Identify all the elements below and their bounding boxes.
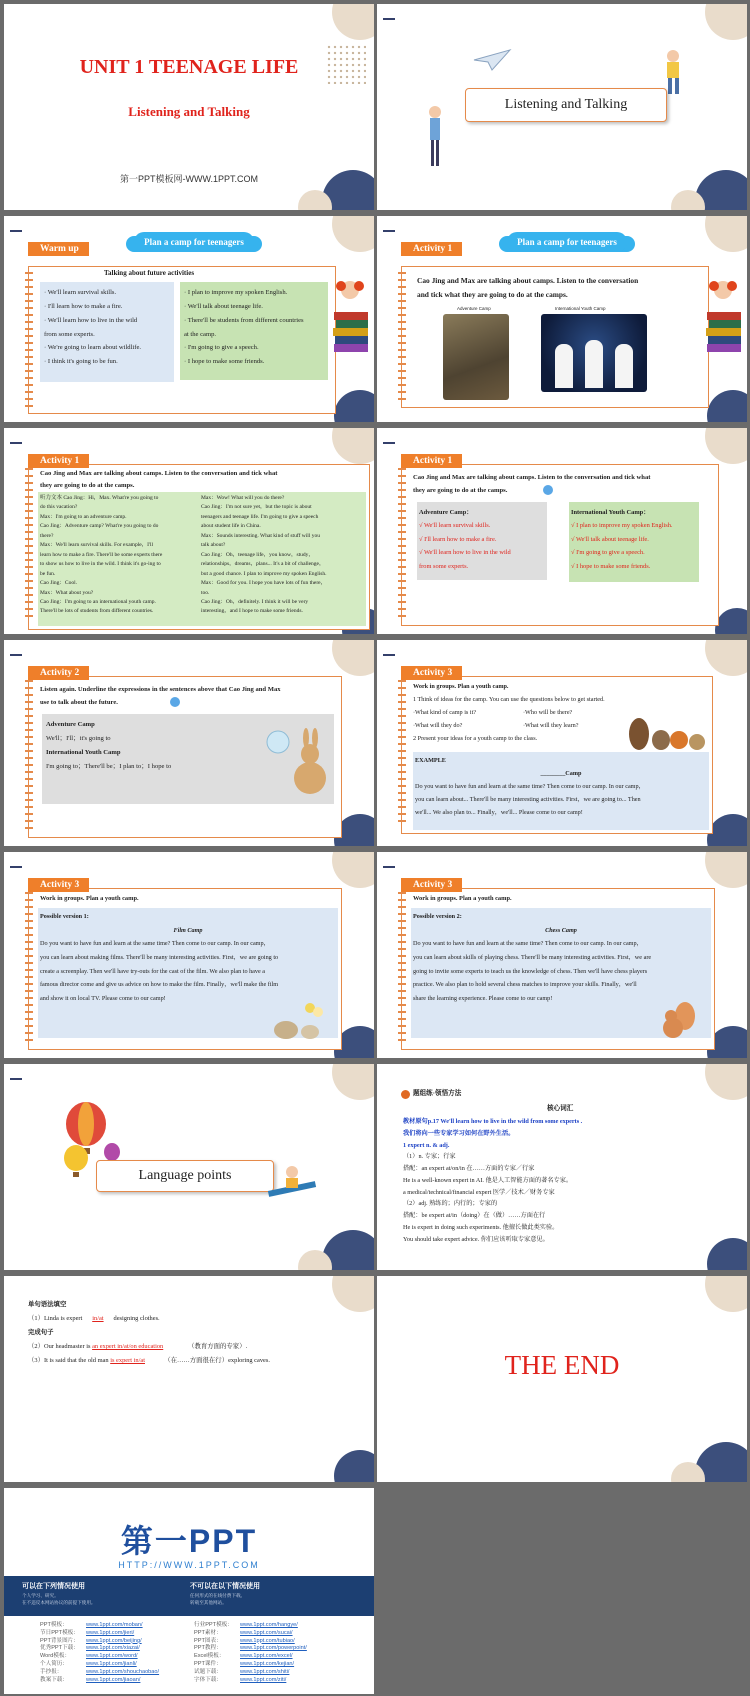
transcript-line: Max：What about you? (40, 589, 94, 596)
transcript-line: do this vacation? (40, 504, 78, 511)
version-line: you can learn about skills of playing chess. There'll be many interesting activities. First，we are (413, 953, 652, 961)
credit-text: 第一PPT模板网-WWW.1PPT.COM (120, 174, 258, 184)
spiral-binding (398, 468, 406, 618)
link-row (194, 1630, 307, 1638)
link-url[interactable]: www.1ppt.com/jiaoan/ (86, 1676, 141, 1683)
cannot-use-list (190, 1592, 245, 1607)
transcript-line: Cao Jing：Oh，definitely. I think it will be very (201, 598, 309, 605)
exercise-heading: 单句语法填空 (28, 1301, 67, 1308)
usage-line: 任何形式的在线付费下载。 (190, 1593, 246, 1598)
exercise-item (28, 1312, 348, 1326)
transcript-line: Cao Jing：I'm not sure yet，but the topic is about (201, 504, 312, 511)
spiral-binding (25, 272, 33, 408)
link-label: PPT背景图片： (40, 1637, 79, 1644)
list-item: from some experts. (419, 562, 469, 570)
decor-circle (705, 216, 747, 252)
link-label: 字体下载： (194, 1676, 222, 1683)
link-url[interactable]: www.1ppt.com/excel/ (240, 1653, 293, 1660)
source-sentence: 教材原句p.17 We'll learn how to live in the wild from some experts . (403, 1118, 583, 1125)
section-title: Listening and Talking (465, 88, 667, 122)
list-item: · I think it's going to be fun. (44, 358, 118, 366)
transcript-line: Cao Jing：Oh，teenage life，you know，study， (201, 551, 314, 558)
instructions (40, 684, 281, 710)
list-item: √ We'll talk about teenage life. (571, 535, 649, 543)
corner-mark (383, 442, 395, 444)
usage-banner (4, 1576, 374, 1616)
corner-mark (10, 442, 22, 444)
example-text (415, 754, 707, 819)
section-tag: Activity 3 (401, 878, 462, 892)
corner-mark (383, 230, 395, 232)
transcript-line: but a good chance. I plan to improve my spoken English. (201, 570, 327, 577)
link-url[interactable]: www.1ppt.com/jianli/ (86, 1661, 137, 1668)
section-head: 题组练·领悟方法 (413, 1090, 462, 1097)
decor-circle (705, 428, 747, 464)
transcript-line: talk about? (201, 542, 226, 549)
task-line: 2 Present your ideas for a youth camp to the class. (413, 735, 538, 743)
cloud-banner: Plan a camp for teenagers (507, 232, 627, 252)
list-item: · There'll be students from different countries (184, 316, 304, 324)
transcript-line: too. (201, 589, 210, 596)
question: ·What kind of camp is it? (413, 709, 477, 717)
transcript-line: Cao Jing：Cool. (40, 580, 77, 587)
link-url[interactable]: www.1ppt.com/tubiao/ (240, 1637, 295, 1644)
instructions (417, 274, 638, 302)
usage-line: 个人学习、研究。 (22, 1593, 59, 1598)
link-url[interactable]: www.1ppt.com/hangye/ (240, 1622, 298, 1628)
slide-activity1-intro[interactable] (377, 216, 747, 422)
slide-activity3-version2[interactable] (377, 852, 747, 1058)
girl-figure-icon (423, 104, 447, 174)
example: You should take expert advice. 你们应该听取专家意见。 (403, 1235, 549, 1243)
can-use-heading: 可以在下列情况使用 (22, 1583, 85, 1590)
spiral-binding (25, 468, 33, 622)
slide-exercises[interactable] (4, 1276, 374, 1482)
answer-blank: is expert in/at (110, 1357, 145, 1365)
link-url[interactable]: www.1ppt.com/jieri/ (86, 1629, 135, 1636)
link-label: PPT图表： (194, 1637, 222, 1644)
question-text: （2）Our headmaster is (28, 1343, 93, 1351)
instruction-line: and tick what they are going to do at the camps. (417, 290, 568, 300)
decor-circle (707, 390, 747, 422)
version-text (413, 910, 709, 1005)
version-text (40, 910, 336, 1005)
spiral-binding (25, 680, 33, 830)
transcript-line: there? (40, 532, 54, 539)
right-list (184, 286, 329, 369)
version-line: going to invite some experts to teach us the knowledge of chess. Then we'll have chess players (413, 967, 648, 975)
list-item: at the camp. (184, 330, 217, 338)
link-url[interactable]: www.1ppt.com/ziti/ (240, 1676, 287, 1683)
link-row (194, 1669, 307, 1677)
list-item: √ I hope to make some friends. (571, 562, 651, 570)
decor-circle (705, 1064, 747, 1100)
transcript-line: interesting，and I hope to make some friends. (201, 608, 303, 615)
source-translation: 我们将向一些专家学习如何在野外生活。 (403, 1129, 515, 1137)
corner-mark (10, 230, 22, 232)
list-item: · We'll talk about teenage life. (184, 302, 263, 310)
list-item: from some experts. (44, 330, 95, 338)
can-use-list (22, 1592, 96, 1607)
slide-activity2[interactable] (4, 640, 374, 846)
link-url[interactable]: www.1ppt.com/shiti/ (240, 1668, 290, 1675)
corner-mark (10, 654, 22, 656)
transcript-line: Max：I'm going to an adventure camp. (40, 513, 127, 520)
transcript-line: to show us how to live in the wild. I think it's go-ing to (40, 561, 161, 568)
decor-circle (705, 4, 747, 40)
instructions (40, 468, 277, 492)
decor-circle (334, 1450, 374, 1482)
transcript-right (201, 494, 366, 617)
youth-list (571, 506, 699, 573)
link-url[interactable]: www.1ppt.com/sucai/ (240, 1629, 293, 1636)
exercise-item (28, 1340, 348, 1354)
slide-activity3-version1[interactable] (4, 852, 374, 1058)
version-line: create a screenplay. Then we'll have try-outs for the cast of the film. We also plan to have a (40, 967, 266, 975)
exercise-block (28, 1298, 348, 1368)
list-item: √ I plan to improve my spoken English. (571, 522, 673, 530)
list-item: · We'll learn how to live in the wild (44, 316, 138, 324)
corner-mark (10, 1078, 22, 1080)
question-text: （在……方面很在行）exploring caves. (164, 1357, 270, 1365)
panel-heading: Adventure Camp： (419, 509, 473, 516)
link-label: 节日PPT模板： (40, 1629, 79, 1636)
transcript-line: Max：We'll learn survival skills. For example，I'll (40, 542, 154, 549)
slide-activity3-task[interactable] (377, 640, 747, 846)
left-list (44, 286, 174, 369)
slide-activity1-transcript[interactable] (4, 428, 374, 634)
task-line: 1 Think of ideas for the camp. You can use the questions below to get started. (413, 696, 605, 704)
corner-mark (383, 654, 395, 656)
question: ·Who will be there? (523, 709, 573, 717)
definition: （1）n. 专家；行家 (403, 1153, 456, 1161)
girl-with-books-icon (330, 278, 370, 358)
vocab-notes (403, 1116, 703, 1246)
usage-line: 在不违反本网站协议的前提下使用。 (22, 1600, 96, 1606)
slide-language-points[interactable] (4, 1064, 374, 1270)
question-text: （教育方面的专家）. (188, 1343, 248, 1351)
decor-circle (707, 1238, 747, 1270)
section-tag: Activity 1 (401, 242, 462, 256)
unit-title: UNIT 1 TEENAGE LIFE (79, 56, 299, 78)
instruction-line: Cao Jing and Max are talking about camps. Listen to the conversation and tick what (413, 474, 651, 481)
example: He is expert in doing such experiments. 他擅长做此类实验。 (403, 1224, 559, 1232)
slide-credits[interactable] (4, 1488, 374, 1694)
spiral-binding (398, 272, 406, 402)
version-line: Do you want to have fun and learn at the same time? Then come to our camp. In our camp， (40, 940, 270, 948)
section-tag: Activity 3 (28, 878, 89, 892)
task-line: Work in groups. Plan a youth camp. (413, 895, 512, 902)
example-label: EXAMPLE (415, 757, 446, 764)
section-tag: Activity 1 (401, 454, 462, 468)
transcript-line: be fun. (40, 570, 56, 577)
link-label: PPT模板： (40, 1622, 68, 1628)
bullet-icon (401, 1090, 410, 1099)
spiral-binding (398, 892, 406, 1042)
collocation: 搭配：be expert at/in（doing）在（做）……方面在行 (403, 1212, 546, 1220)
link-url[interactable]: www.1ppt.com/xiazai/ (86, 1645, 140, 1652)
instruction-line: Cao Jing and Max are talking about camps. Listen to the conversation (417, 276, 639, 285)
decor-circle (332, 1064, 374, 1100)
section-tag: Activity 3 (401, 666, 462, 680)
link-url[interactable]: www.1ppt.com/kejian/ (240, 1661, 295, 1668)
slide-the-end[interactable] (377, 1276, 747, 1482)
adventure-camp-photo (443, 314, 509, 400)
slide-section-listening[interactable] (377, 4, 747, 210)
version-line: you can learn about making films. There'll be many interesting activities. First，we are going to (40, 953, 279, 961)
photo-caption: International Youth Camp (555, 306, 606, 311)
link-row (40, 1622, 159, 1630)
adventure-list (419, 506, 547, 573)
link-row (194, 1622, 307, 1630)
link-list-right (194, 1622, 307, 1685)
version-line: practice. We also plan to hold several chess matches to improve your skills. Finally，we'll (413, 981, 637, 989)
list-item: · I hope to make some friends. (184, 358, 265, 366)
link-label: 手抄报： (40, 1668, 63, 1675)
link-label: 个人简历： (40, 1661, 68, 1668)
transcript-line: Cao Jing：Adventure camp? What're you going to do (40, 523, 159, 530)
link-label: 试题下载： (194, 1668, 222, 1675)
list-item: · We'll learn survival skills. (44, 289, 117, 296)
link-url[interactable]: www.1ppt.com/moban/ (86, 1622, 143, 1628)
instructions (413, 472, 650, 498)
question: ·What will they learn? (523, 722, 579, 730)
link-list-left (40, 1622, 159, 1685)
brand-logo: 第一PPT (120, 1523, 258, 1559)
exercise-heading: 完成句子 (28, 1329, 54, 1337)
camp-name: Chess Camp (545, 926, 577, 934)
panel-heading: International Youth Camp (46, 748, 121, 756)
paper-plane-icon (472, 48, 512, 72)
heading: Talking about future activities (104, 269, 195, 277)
version-line: famous director come and give us advice on how to make the film. Finally，we'll make the film (40, 981, 279, 989)
link-row (40, 1669, 159, 1677)
transcript-line: 听力文本 Cao Jing：Hi，Max. What're you going to (40, 495, 159, 501)
version-line: Do you want to have fun and learn at the same time? Then come to our camp. In our camp， (413, 940, 643, 948)
example: a medical/technical/financial expert 医学／技术／财务专家 (403, 1188, 555, 1196)
question-text: designing clothes. (111, 1315, 160, 1323)
list-item: √ I'm going to give a speech. (571, 549, 645, 557)
list-item: √ I'll learn how to make a fire. (419, 535, 497, 543)
collocation: 搭配：an expert at/on/in 在……方面的专家／行家 (403, 1165, 535, 1173)
decor-circle (705, 1276, 747, 1312)
task-text (413, 680, 643, 745)
audio-icon[interactable] (543, 485, 553, 495)
transcript-line: relationships，dreams，plans... It's a bit of challenge， (201, 561, 325, 568)
decor-circle (715, 608, 747, 634)
link-url[interactable]: www.1ppt.com/word/ (86, 1653, 138, 1660)
photo-caption: Adventure Camp (457, 306, 491, 311)
link-row (40, 1630, 159, 1638)
transcript-line: Max：Good for you. I hope you have lots of fun there， (201, 580, 327, 587)
decor-circle (705, 852, 747, 888)
section-title: Language points (96, 1160, 274, 1192)
rabbit-with-bubble-icon (266, 728, 332, 798)
example-line: Do you want to have fun and learn at the same time? Then come to our camp. In our camp， (415, 783, 645, 791)
link-url[interactable]: www.1ppt.com/beijing/ (86, 1637, 142, 1644)
version-line: and show it on local TV. Please come to our camp! (40, 994, 166, 1002)
list-item: √ We'll learn survival skills. (419, 522, 491, 530)
section-tag: Activity 2 (28, 666, 89, 680)
instruction-line: they are going to do at the camps. (40, 481, 135, 489)
question: ·What will they do? (413, 722, 463, 730)
list-item: · I'm going to give a speech. (184, 344, 259, 352)
answer-blank: in/at (92, 1315, 104, 1323)
list-item: · We're going to learn about wildlife. (44, 344, 142, 352)
girl-with-books-icon (703, 278, 743, 358)
link-row (194, 1661, 307, 1669)
link-label: PPT素材： (194, 1629, 222, 1636)
link-label: PPT教程： (194, 1645, 222, 1652)
camp-name-blank: ________Camp (540, 770, 582, 778)
section-tag: Warm up (28, 242, 89, 256)
example: He is a well-known expert in AI. 他是人工智能方面的著名专家。 (403, 1176, 573, 1184)
forest-animals-icon (627, 710, 707, 752)
cannot-use-heading: 不可以在以下情况使用 (190, 1583, 260, 1590)
audio-icon[interactable] (170, 697, 180, 707)
panel-heading: International Youth Camp： (571, 509, 650, 516)
list-item: · I'll learn how to make a fire. (44, 302, 123, 310)
corner-mark (383, 18, 395, 20)
link-label: Word模板： (40, 1653, 71, 1660)
link-label: 教案下载： (40, 1676, 68, 1683)
transcript-left (40, 494, 200, 617)
version-label: Possible version 1: (40, 913, 89, 920)
spiral-binding (25, 892, 33, 1042)
transcript-line: Max：Wow! What will you do there? (201, 495, 285, 501)
panel-heading: Adventure Camp (46, 721, 95, 728)
brand-url[interactable]: HTTP://WWW.1PPT.COM (118, 1560, 260, 1570)
link-label: 行业PPT模板： (194, 1622, 233, 1628)
transcript-line: about student life in China. (201, 523, 261, 530)
link-row (40, 1653, 159, 1661)
question-row (413, 719, 643, 732)
link-label: 优秀PPT下载： (40, 1645, 79, 1652)
slide-warm-up[interactable] (4, 216, 374, 422)
example-line: we'll... We also plan to... Finally，we'll... Please come to our camp! (415, 809, 583, 817)
instruction-line: Cao Jing and Max are talking about camps. Listen to the conversation and tick what (40, 470, 278, 477)
instruction-line: Listen again. Underline the expressions in the sentences above that Cao Jing and Max (40, 686, 281, 693)
usage-line: 转载至其他网站。 (190, 1600, 227, 1606)
animals-with-balloons-icon (270, 1002, 330, 1040)
task-line: Work in groups. Plan a youth camp. (40, 895, 139, 902)
core-vocab-heading: 核心词汇 (547, 1105, 574, 1112)
corner-mark (383, 866, 395, 868)
corner-mark (10, 866, 22, 868)
decor-circle (707, 814, 747, 846)
answer-blank: an expert in/at/on education (92, 1343, 164, 1351)
exercise-item (28, 1354, 348, 1368)
answer-line: I'm going to；There'll be；I plan to；I hope to (46, 762, 172, 770)
decor-circle (332, 216, 374, 252)
example-line: you can learn about... There'll be many interesting activities. First，we are going to... Then (415, 796, 641, 804)
link-label: Excel模板： (194, 1653, 225, 1660)
word-entry: 1 expert n. & adj. (403, 1141, 450, 1149)
transcript-line: There'll be lots of students from different countries. (40, 608, 154, 615)
decor-circle (334, 390, 374, 422)
cloud-banner: Plan a camp for teenagers (134, 232, 254, 252)
reading-child-icon (262, 1160, 322, 1200)
slide-title[interactable] (4, 4, 374, 210)
link-label: PPT课件： (194, 1661, 222, 1668)
spiral-binding (398, 680, 406, 826)
camp-name: Film Camp (173, 926, 203, 934)
transcript-line: teenagers and teenage life. I'm going to give a speech (201, 513, 319, 520)
transcript-line: Max：Sounds interesting. What kind of stuff will you (201, 532, 320, 539)
decor-circle (705, 640, 747, 676)
list-item: √ We'll learn how to live in the wild (419, 549, 511, 557)
answer-list (46, 718, 171, 773)
link-row (194, 1677, 307, 1685)
answer-line: We'll；I'll；it's going to (46, 734, 111, 742)
link-row (194, 1653, 307, 1661)
link-row (40, 1677, 159, 1685)
end-title: THE END (504, 1350, 620, 1380)
section-tag: Activity 1 (28, 454, 89, 468)
slide-activity1-answers[interactable] (377, 428, 747, 634)
question-text: （3）It is said that the old man (28, 1357, 111, 1365)
transcript-line: Cao Jing：I'm going to an international youth camp. (40, 598, 156, 605)
definition: （2）adj. 熟练的；内行的；专家的 (403, 1200, 498, 1208)
instruction-line: they are going to do at the camps. (413, 486, 508, 494)
squirrel-icon (657, 1000, 697, 1042)
youth-camp-photo (541, 314, 647, 392)
instruction-line: use to talk about the future. (40, 698, 118, 706)
link-row (40, 1661, 159, 1669)
decor-circle (332, 640, 374, 676)
decor-circle (332, 4, 374, 40)
decor-circle (332, 852, 374, 888)
version-label: Possible version 2: (413, 913, 462, 920)
task-line: Work in groups. Plan a youth camp. (413, 683, 509, 690)
link-url[interactable]: www.1ppt.com/shouchaobao/ (86, 1668, 160, 1675)
version-line: share the learning experience. Please come to our camp! (413, 994, 553, 1002)
list-item: · I plan to improve my spoken English. (184, 289, 288, 296)
unit-subtitle: Listening and Talking (128, 104, 250, 119)
decor-circle (332, 428, 374, 464)
transcript-line: learn how to make a fire. There'll be some experts there (40, 551, 163, 558)
slide-vocabulary[interactable] (377, 1064, 747, 1270)
link-url[interactable]: www.1ppt.com/powerpoint/ (240, 1645, 307, 1652)
question-text: （1）Linda is expert (28, 1315, 84, 1323)
question-row (413, 706, 643, 719)
